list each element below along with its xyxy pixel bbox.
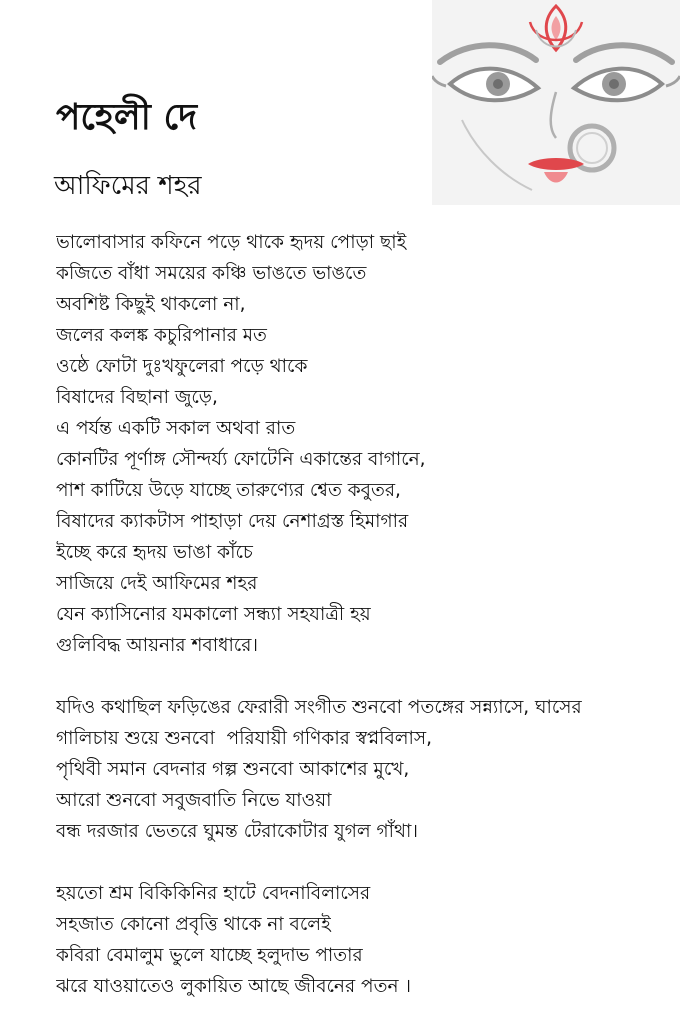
poem-line: যদিও কথাছিল ফড়িঙের ফেরারী সংগীত শুনবো পতঙ্গের সন্ন্যাসে, ঘাসের: [56, 697, 582, 718]
poem-line: ঝরে যাওয়াতেও লুকায়িত আছে জীবনের পতন ।: [56, 976, 412, 997]
poem-line: সাজিয়ে দেই আফিমের শহর: [56, 573, 258, 594]
durga-illustration: [432, 0, 680, 205]
author-name: পহেলী দে: [56, 97, 197, 138]
stanza: [56, 227, 688, 661]
poem-line: পৃথিবী সমান বেদনার গল্প শুনবো আকাশের মুখে,: [56, 759, 410, 780]
poem-line: যেন ক্যাসিনোর যমকালো সন্ধ্যা সহযাত্রী হয়: [56, 604, 371, 625]
stanza: [56, 878, 688, 1002]
stanza: [56, 692, 688, 847]
third-eye-icon: [530, 6, 582, 50]
poem-line: অবশিষ্ট কিছুই থাকলো না,: [56, 294, 246, 315]
poem-line: ওষ্ঠে ফোটা দুঃখফুলেরা পড়ে থাকে: [56, 356, 308, 377]
poem-title: আফিমের শহর: [54, 171, 202, 201]
poem-line: গালিচায় শুয়ে শুনবো পরিযায়ী গণিকার স্বপ্নবিলাস,: [56, 728, 433, 749]
poem-line: হয়তো শ্রম বিকিকিনির হাটে বেদনাবিলাসের: [56, 883, 371, 904]
poem-line: জলের কলঙ্ক কচুরিপানার মত: [56, 325, 267, 346]
poem-line: সহজাত কোনো প্রবৃত্তি থাকে না বলেই: [56, 914, 331, 935]
poem-body: [56, 227, 688, 1002]
poem-line: এ পর্যন্ত একটি সকাল অথবা রাত: [56, 418, 296, 439]
lips-icon: [528, 158, 584, 183]
poem-line: কজিতে বাঁধা সময়ের কঞ্চি ভাঙতে ভাঙতে: [56, 263, 367, 284]
poem-line: কবিরা বেমালুম ভুলে যাচ্ছে হলুদাভ পাতার: [56, 945, 363, 966]
poem-line: ইচ্ছে করে হৃদয় ভাঙা কাঁচে: [56, 542, 253, 563]
poem-line: কোনটির পূর্ণাঙ্গ সৌন্দর্য্য ফোটেনি একান্তের বাগানে,: [56, 449, 426, 470]
poem-line: ভালোবাসার কফিনে পড়ে থাকে হৃদয় পোড়া ছাই: [56, 232, 407, 253]
goddess-durga-eyes-icon: [432, 0, 680, 205]
poem-line: পাশ কাটিয়ে উড়ে যাচ্ছে তারুণ্যের শ্বেত কবুতর,: [56, 480, 401, 501]
poem-line: আরো শুনবো সবুজবাতি নিভে যাওয়া: [56, 790, 332, 811]
poem-line: বিষাদের ক্যাকটাস পাহাড়া দেয় নেশাগ্রস্ত হিমাগার: [56, 511, 409, 532]
nose-icon: [551, 92, 556, 138]
poem-line: বন্ধ দরজার ভেতরে ঘুমন্ত টেরাকোটার যুগল গাঁথা।: [56, 821, 418, 842]
left-eye-icon: [432, 45, 538, 100]
poem-line: বিষাদের বিছানা জুড়ে,: [56, 387, 218, 408]
poem-line: গুলিবিদ্ধ আয়নার শবাধারে।: [56, 635, 259, 656]
right-eye-icon: [574, 45, 680, 100]
